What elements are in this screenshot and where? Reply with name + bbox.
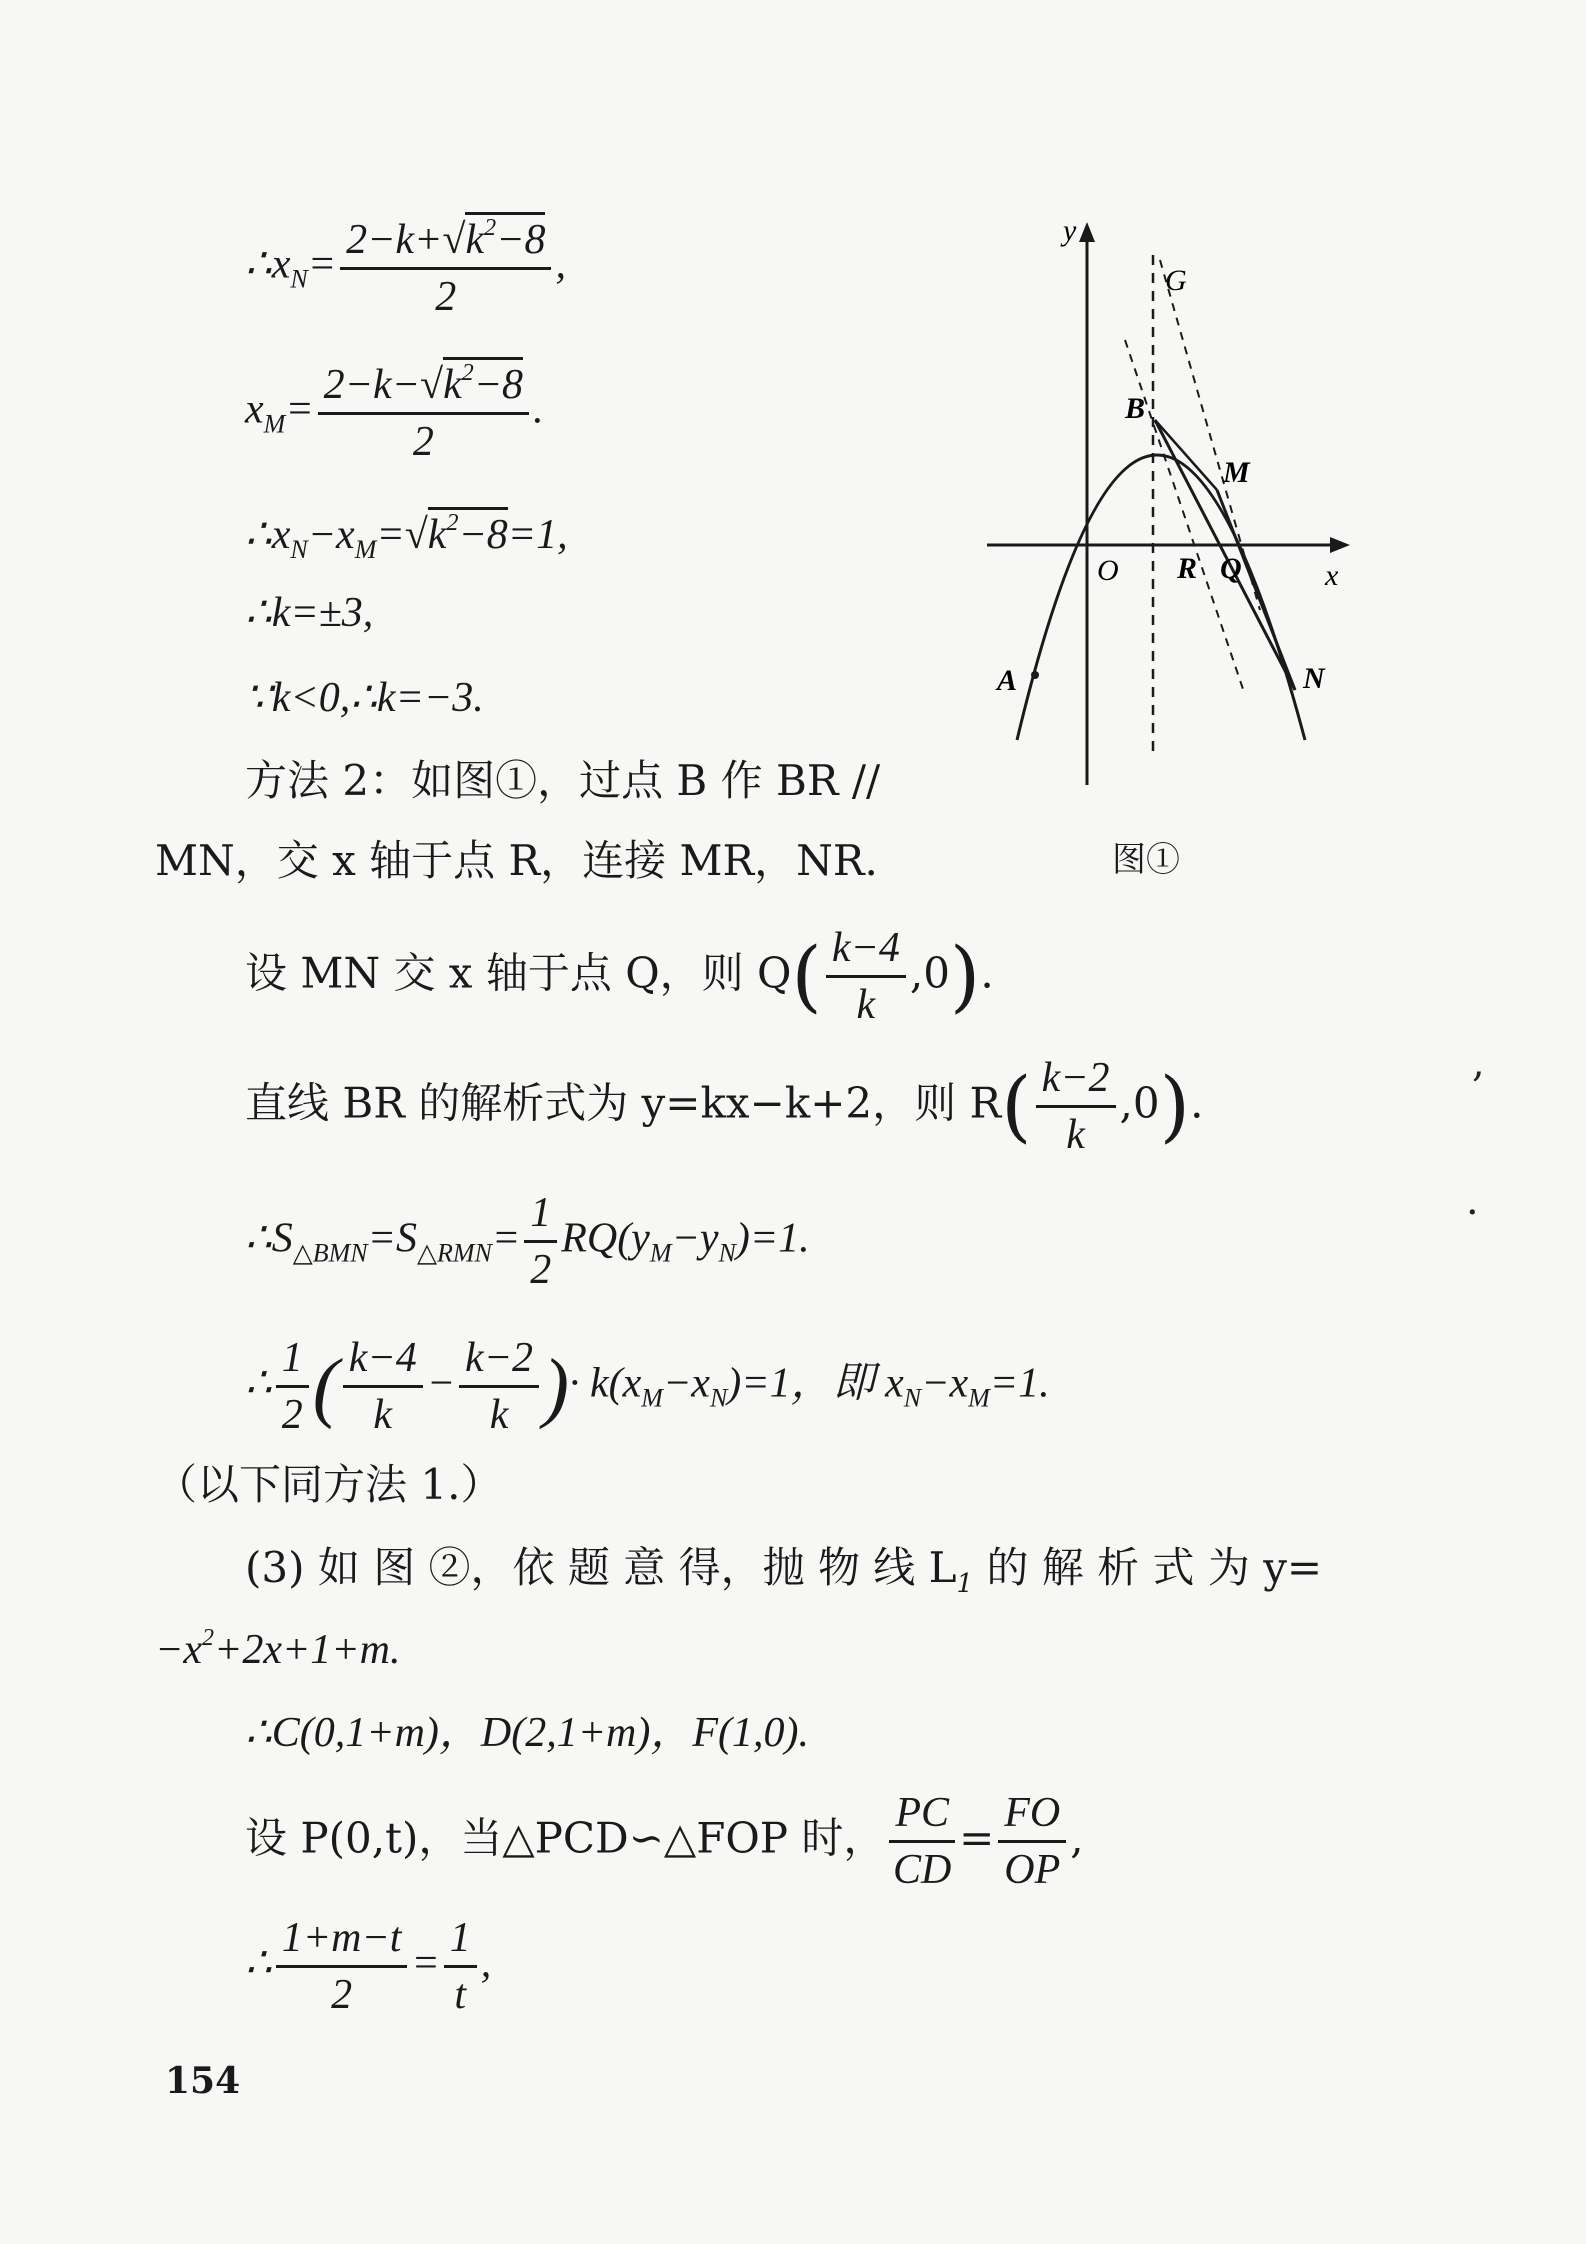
label-o: O: [1097, 554, 1119, 587]
parabola: [1017, 455, 1305, 740]
equation-xm: $x_M=$ $\frac{2-k-√k^2-8}{2}$ .: [245, 360, 544, 465]
label-y: y: [1063, 214, 1077, 247]
fraction: $\frac{PC}{CD}$: [889, 1790, 955, 1893]
label-q: Q: [1220, 552, 1242, 585]
part3-text: (3) 如 图 ②，依 题 意 得，抛 物 线 $L_1$ 的 解 析 式 为 y=: [245, 1543, 1323, 1599]
line-br-text: 直线 BR 的解析式为 y=kx−k+2，则 R( $\frac{k-2}{k}$ ,0).: [245, 1055, 1204, 1159]
point-a-dot: [1031, 671, 1039, 679]
fraction: $\frac{k-2}{k}$: [1036, 1055, 1116, 1158]
x-axis-arrow: [1330, 537, 1350, 553]
margin-mark-2: ·: [1466, 1190, 1479, 1236]
fraction: $\frac{2-k+√k^2-8}{2}$: [340, 215, 551, 320]
figure-1: [975, 210, 1355, 810]
label-g: G: [1165, 264, 1187, 297]
similar-triangles-text: 设 P(0,t)，当△PCD∽△FOP 时， $\frac{PC}{CD}$ = $\frac{FO}{OP}$ ,: [245, 1790, 1084, 1894]
proportion-equation: ∴ $\frac{1+m-t}{2}$ = $\frac{1}{t}$ ,: [245, 1915, 492, 2019]
page-number: 154: [165, 2060, 241, 2102]
method2-text: 方法 2：如图①，过点 B 作 BR //: [245, 756, 881, 805]
fraction: $\frac{1+m-t}{2}$: [276, 1915, 408, 2018]
equation-k-result: ∵k<0,∴k=−3.: [245, 675, 484, 721]
y-axis-arrow: [1079, 222, 1095, 242]
fraction: $\frac{1}{2}$: [276, 1335, 309, 1438]
segment-mn: [1217, 490, 1295, 690]
fraction: $\frac{k-4}{k}$: [343, 1335, 423, 1438]
equation-xn: $\therefore x_N=$ $\frac{2-k+√k^2-8}{2}$ ,: [245, 215, 566, 320]
equation-k-values: ∴k=±3,: [245, 590, 374, 636]
points-cdf: ∴C(0,1+m)，D(2,1+m)，F(1,0).: [245, 1710, 809, 1756]
fraction: $\frac{2-k-√k^2-8}{2}$: [318, 360, 529, 465]
parabola-l1-equation: $-x^2+2x+1+m$.: [155, 1625, 401, 1673]
equation-derivation: ∴ $\frac{1}{2}$ ( $\frac{k-4}{k}$ − $\frac{k-2}{k}$ )· $k(x_M-x_N)=1$，即 $x_N-x_M=1$.: [245, 1335, 1050, 1439]
fraction: $\frac{k-2}{k}$: [459, 1335, 539, 1438]
point-q-text: 设 MN 交 x 轴于点 Q，则 Q( $\frac{k-4}{k}$ ,0).: [245, 925, 994, 1029]
label-b: B: [1125, 392, 1146, 425]
fraction: $\frac{k-4}{k}$: [826, 925, 906, 1028]
same-as-method1-note: （以下同方法 1.）: [155, 1460, 503, 1509]
figure-caption: 图①: [1112, 840, 1180, 880]
fraction: $\frac{FO}{OP}$: [998, 1790, 1066, 1893]
margin-mark-1: ,: [1472, 1040, 1485, 1086]
label-r: R: [1177, 552, 1198, 585]
figure-1-svg: [975, 210, 1355, 810]
label-a: A: [997, 664, 1018, 697]
equation-area: $\therefore S_{\triangle BMN}=S_{\triangle RMN}=$ $\frac{1}{2}$ $RQ(y_M-y_N)=1$.: [245, 1190, 810, 1294]
label-x: x: [1325, 559, 1339, 592]
label-n: N: [1303, 662, 1325, 695]
fraction: $\frac{1}{t}$: [444, 1915, 477, 2018]
method2-text-cont: MN，交 x 轴于点 R，连接 MR，NR.: [155, 836, 878, 885]
label-m: M: [1223, 456, 1250, 489]
equation-difference: $\therefore x_N-x_M=√k^2-8=1$,: [245, 510, 568, 565]
therefore-symbol: ∴: [245, 241, 272, 288]
fraction: $\frac{1}{2}$: [524, 1190, 557, 1293]
